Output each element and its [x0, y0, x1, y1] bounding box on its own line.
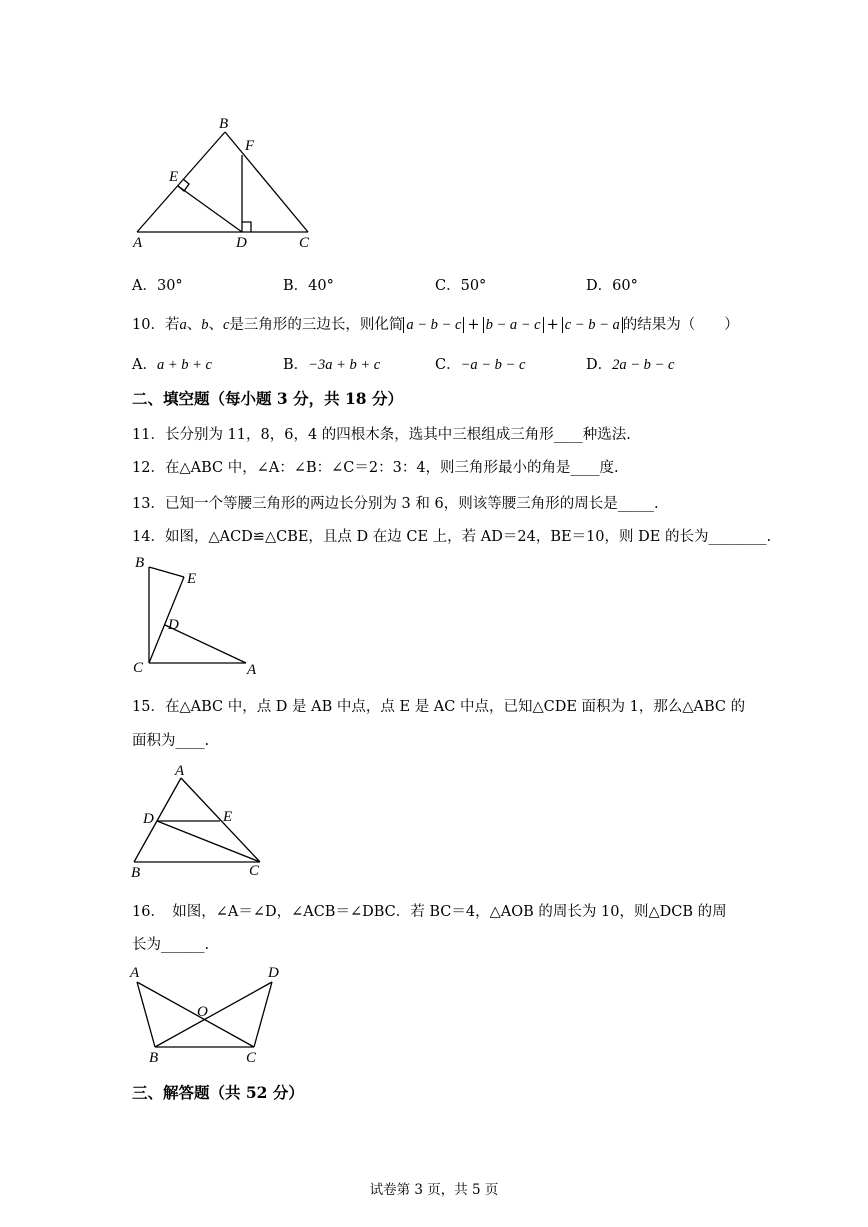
fig16-label-d: D	[268, 965, 279, 981]
q10-option-b: B．−3a + b + c	[283, 357, 381, 373]
q10-option-a: A．a + b + c	[132, 357, 212, 373]
fig15-label-a: A	[175, 763, 185, 779]
fig16-segment-ac	[137, 982, 254, 1047]
fig9-label-b: B	[219, 116, 229, 132]
fig16-label-b: B	[149, 1050, 159, 1066]
fig15-segment-dc	[157, 821, 260, 862]
q16-line-1: 16． 如图，∠A＝∠D，∠ACB＝∠DBC．若 BC＝4，△AOB 的周长为 10，则△DCB 的周	[132, 904, 727, 920]
q9-option-a: A．30°	[132, 278, 183, 294]
fig14-label-d: D	[168, 617, 179, 633]
q13-text: 13．已知一个等腰三角形的两边长分别为 3 和 6，则该等腰三角形的周长是_____.	[132, 496, 659, 512]
q9-option-d: D．60°	[586, 278, 638, 294]
fig14-label-b: B	[135, 555, 145, 571]
fig15-label-b: B	[131, 865, 141, 881]
figure-q16	[0, 958, 868, 1068]
page-footer: 试卷第 3 页，共 5 页	[369, 1182, 499, 1198]
fig9-label-e: E	[169, 169, 179, 185]
q15-line-2: 面积为____.	[132, 733, 210, 749]
fig16-segment-ab	[137, 982, 155, 1047]
fig16-label-c: C	[246, 1050, 257, 1066]
q15-line-1: 15．在△ABC 中，点 D 是 AB 中点，点 E 是 AC 中点，已知△CDE 面积为 1，那么△ABC 的	[132, 699, 746, 715]
section-2-heading: 二、填空题（每小题 3 分，共 18 分）	[132, 389, 403, 408]
fig16-label-a: A	[130, 965, 140, 981]
q10-stem: 10．若a、b、c是三角形的三边长，则化简 a − b − c + b − a − c + c − b − a 的结果为（ ）	[132, 317, 739, 333]
fig15-label-e: E	[223, 809, 233, 825]
q10-abs-3: c − b − a	[562, 317, 623, 333]
fig15-label-c: C	[249, 863, 260, 879]
figure-q14	[0, 545, 868, 685]
q9-option-c: C．50°	[435, 278, 487, 294]
fig14-label-a: A	[247, 662, 257, 678]
q10-abs-2: b − a − c	[483, 317, 544, 333]
q10-option-c: C．−a − b − c	[435, 357, 526, 373]
q9-option-b: B．40°	[283, 278, 334, 294]
figure-q15	[0, 755, 868, 885]
q10-option-d: D．2a − b − c	[586, 357, 675, 373]
fig9-segment-bc	[225, 132, 308, 232]
q11-text: 11．长分别为 11，8，6，4 的四根木条，选其中三根组成三角形____种选法.	[132, 427, 631, 443]
fig14-segment-be	[149, 567, 184, 577]
fig14-label-c: C	[133, 660, 144, 676]
fig9-segment-ab	[137, 132, 225, 232]
fig15-segment-ac	[181, 778, 260, 862]
fig9-label-a: A	[133, 235, 143, 251]
q14-text: 14．如图，△ACD≌△CBE，且点 D 在边 CE 上，若 AD＝24，BE＝10，则 DE 的长为________.	[132, 529, 772, 545]
fig14-label-e: E	[187, 571, 197, 587]
fig16-label-o: O	[197, 1004, 208, 1020]
q10-abs-1: a − b − c	[403, 317, 464, 333]
fig9-segment-ed	[178, 186, 242, 232]
fig9-label-c: C	[299, 235, 310, 251]
fig16-segment-dc	[254, 982, 272, 1047]
fig15-label-d: D	[143, 811, 154, 827]
fig16-segment-db	[155, 982, 272, 1047]
fig9-label-d: D	[236, 235, 247, 251]
figure-q9	[0, 0, 868, 260]
q12-text: 12．在△ABC 中，∠A：∠B：∠C＝2：3：4，则三角形最小的角是____度.	[132, 460, 619, 476]
q16-line-2: 长为______.	[132, 937, 210, 953]
fig9-label-f: F	[245, 138, 255, 154]
fig9-right-angle-d	[242, 222, 251, 232]
fig15-segment-ab	[134, 778, 181, 862]
section-3-heading: 三、解答题（共 52 分）	[132, 1083, 304, 1102]
